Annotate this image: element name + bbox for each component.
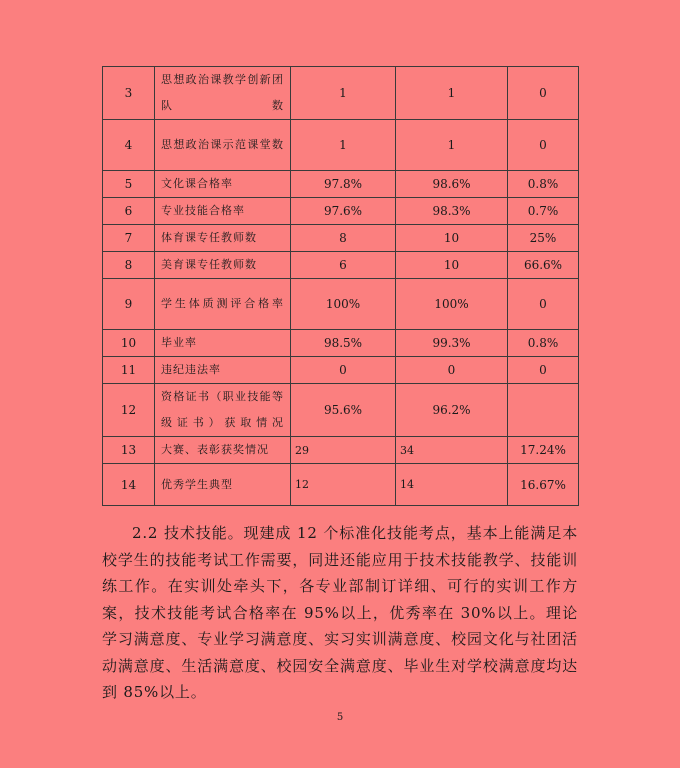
row-value-b: 98.6% [396, 171, 508, 198]
page-number: 5 [336, 712, 344, 723]
row-value-a: 1 [291, 67, 396, 120]
row-number: 6 [103, 198, 155, 225]
table-row [103, 279, 579, 330]
row-value-a: 98.5% [291, 330, 396, 357]
row-value-change: 0 [508, 357, 579, 384]
row-number: 7 [103, 225, 155, 252]
row-item-label: 体育课专任教师数 [155, 225, 291, 252]
row-value-b: 1 [396, 67, 508, 120]
row-number: 9 [103, 279, 155, 330]
row-number: 12 [103, 384, 155, 437]
body-paragraph [102, 520, 578, 706]
row-value-a: 29 [291, 437, 396, 464]
row-number: 14 [103, 464, 155, 506]
row-value-a: 0 [291, 357, 396, 384]
row-number: 5 [103, 171, 155, 198]
table-row [103, 330, 579, 357]
row-value-change [508, 384, 579, 437]
row-value-change: 0 [508, 120, 579, 171]
table-row [103, 384, 579, 437]
row-value-b: 100% [396, 279, 508, 330]
row-value-change: 0.8% [508, 330, 579, 357]
row-value-change: 66.6% [508, 252, 579, 279]
row-value-change: 0 [508, 279, 579, 330]
row-value-a: 97.6% [291, 198, 396, 225]
row-value-a: 95.6% [291, 384, 396, 437]
table-row [103, 357, 579, 384]
row-number: 3 [103, 67, 155, 120]
row-value-b: 96.2% [396, 384, 508, 437]
row-value-change: 25% [508, 225, 579, 252]
row-number: 13 [103, 437, 155, 464]
row-value-a: 12 [291, 464, 396, 506]
row-value-change: 0 [508, 67, 579, 120]
row-value-b: 1 [396, 120, 508, 171]
row-item-label: 大赛、表彰获奖情况 [155, 437, 291, 464]
table-row [103, 464, 579, 506]
row-item-label: 美育课专任教师数 [155, 252, 291, 279]
row-value-b: 98.3% [396, 198, 508, 225]
row-value-change: 0.7% [508, 198, 579, 225]
row-value-b: 14 [396, 464, 508, 506]
row-item-label: 违纪违法率 [155, 357, 291, 384]
row-number: 11 [103, 357, 155, 384]
row-item-label: 优秀学生典型 [155, 464, 291, 506]
row-item-label: 专业技能合格率 [155, 198, 291, 225]
table-row [103, 67, 579, 120]
row-value-a: 97.8% [291, 171, 396, 198]
row-value-a: 8 [291, 225, 396, 252]
data-table-container [102, 66, 578, 506]
row-value-a: 1 [291, 120, 396, 171]
row-value-b: 34 [396, 437, 508, 464]
row-item-label: 毕业率 [155, 330, 291, 357]
table-row [103, 171, 579, 198]
table-row [103, 252, 579, 279]
row-item-label: 文化课合格率 [155, 171, 291, 198]
row-value-b: 10 [396, 252, 508, 279]
row-value-b: 0 [396, 357, 508, 384]
row-item-label: 思想政治课示范课堂数 [155, 120, 291, 171]
row-value-b: 99.3% [396, 330, 508, 357]
indicator-table [102, 66, 579, 506]
row-value-change: 17.24% [508, 437, 579, 464]
row-value-a: 100% [291, 279, 396, 330]
row-value-a: 6 [291, 252, 396, 279]
row-value-change: 16.67% [508, 464, 579, 506]
row-item-label: 学生体质测评合格率 [155, 279, 291, 330]
row-number: 10 [103, 330, 155, 357]
row-value-change: 0.8% [508, 171, 579, 198]
table-row [103, 198, 579, 225]
row-number: 8 [103, 252, 155, 279]
row-value-b: 10 [396, 225, 508, 252]
table-row [103, 120, 579, 171]
row-number: 4 [103, 120, 155, 171]
row-item-label: 资格证书（职业技能等级证书）获取情况 [155, 384, 291, 437]
table-row [103, 225, 579, 252]
table-row [103, 437, 579, 464]
paragraph-text: 2.2 技术技能。现建成 12 个标准化技能考点，基本上能满足本校学生的技能考试工作需要，同进还能应用于技术技能教学、技能训练工作。在实训处牵头下，各专业部制订详细、可行的实训工作方案，技术技能考试合格率在 95%以上，优秀率在 30%以上。理论学习满意度、专业学习满意度、实习实训满意度、校园文化与社团活动满意度、生活满意度、校园安全满意度、毕业生对学校满意度均达到 85%以上。 [102, 524, 578, 701]
row-item-label: 思想政治课教学创新团队数 [155, 67, 291, 120]
